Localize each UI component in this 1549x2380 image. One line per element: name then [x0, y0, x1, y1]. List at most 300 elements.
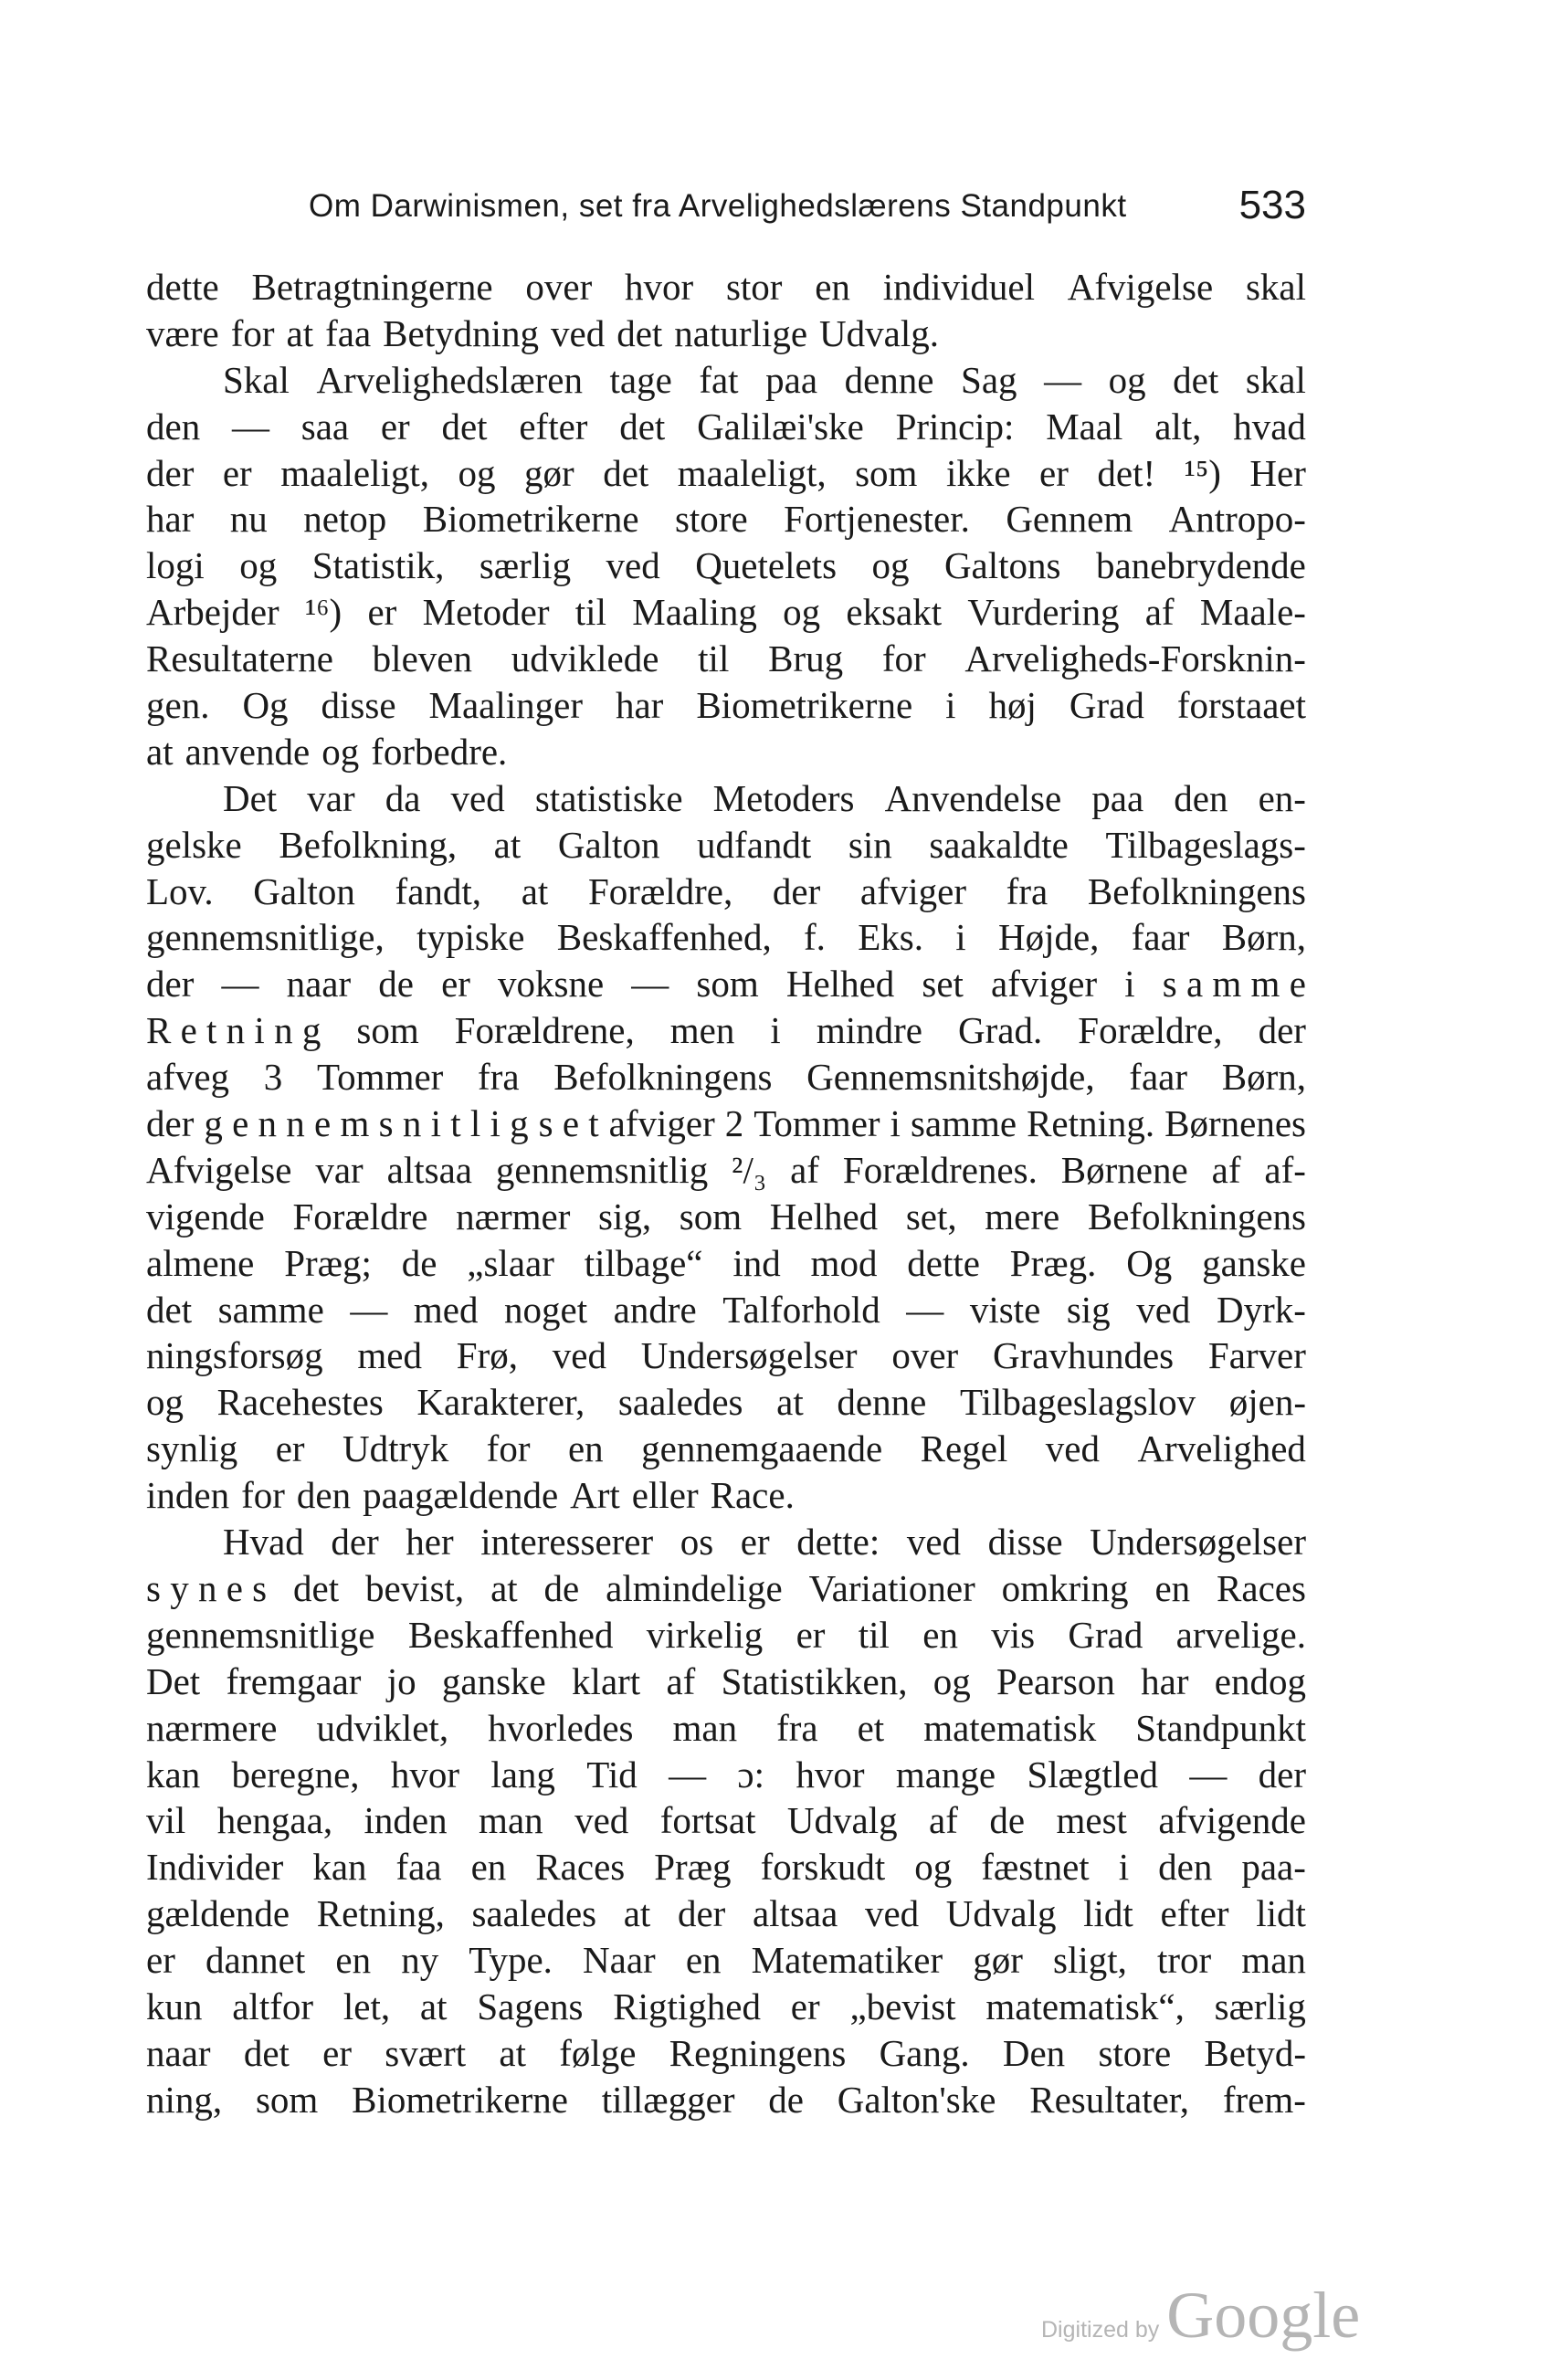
word: ved [606, 544, 660, 587]
word: fra [478, 1056, 520, 1099]
word: afviger [991, 963, 1098, 1006]
word: at [776, 1381, 804, 1424]
word: Anvendelse [884, 776, 1062, 819]
word: er [740, 1521, 770, 1564]
word: det! [1097, 451, 1156, 494]
word: Helhed [769, 1195, 879, 1237]
word: og [914, 1846, 953, 1889]
word: Galton [253, 869, 355, 912]
word: for [881, 637, 926, 680]
word: da [385, 776, 421, 819]
word: og [933, 1659, 971, 1702]
word: Brug [768, 637, 844, 680]
text-line [146, 2030, 1306, 2077]
word: at [419, 1985, 448, 2027]
word: voksne [498, 963, 605, 1006]
text-line [146, 2077, 1306, 2123]
word: er [796, 1613, 826, 1656]
word: Børnenes [1164, 1102, 1306, 1145]
word: og [458, 451, 496, 494]
word: Matematiker [751, 1939, 943, 1982]
word: vis [991, 1613, 1036, 1656]
word: det [616, 311, 663, 354]
word: der [146, 963, 195, 1006]
word: Tommer [317, 1056, 444, 1099]
word: i [770, 1009, 781, 1052]
word: Resultater, [1029, 2078, 1190, 2121]
word: Grad [1069, 684, 1144, 727]
word: saaledes [471, 1892, 597, 1935]
word: disse [321, 684, 396, 727]
word: Biometrikerne [422, 498, 639, 541]
word: dannet [205, 1939, 306, 1982]
word: naar [286, 963, 352, 1006]
word: Regningens [669, 2031, 847, 2074]
word: Grad [1068, 1613, 1143, 1656]
word: — [221, 963, 259, 1006]
word: Standpunkt [1135, 1706, 1306, 1749]
word: paa [765, 358, 818, 401]
word: Præg. [1009, 1241, 1097, 1284]
word: f. [804, 916, 826, 959]
word: Arvelighedslæren [316, 358, 583, 401]
word: er [275, 1427, 305, 1470]
word: Tommer [753, 1102, 880, 1145]
word: et [857, 1706, 885, 1749]
word: altsaa [386, 1148, 472, 1191]
text-line [146, 589, 1306, 636]
word: Højde, [997, 916, 1100, 959]
word: set [922, 963, 964, 1006]
text-line [146, 729, 1306, 775]
word: ved [552, 1334, 606, 1377]
text-line [146, 496, 1306, 542]
word: har [1141, 1659, 1189, 1702]
word: forstaaet [1176, 684, 1306, 727]
word: at [521, 869, 549, 912]
word: Forældre [292, 1195, 428, 1237]
word: afvigende [1158, 1799, 1306, 1842]
word: R e t n i n g [146, 1009, 321, 1052]
word: og [321, 730, 360, 773]
word: Karakterer, [416, 1381, 585, 1424]
word: Helhed [785, 963, 895, 1006]
word: en [685, 1939, 722, 1982]
word: nærmer [456, 1195, 571, 1237]
word: — [669, 1753, 707, 1796]
word: beregne, [231, 1753, 360, 1796]
word: Udvalg. [819, 311, 939, 354]
word: — [1044, 358, 1082, 401]
text-line [146, 1287, 1306, 1333]
word: Hvad [223, 1521, 304, 1564]
word: Art [570, 1474, 620, 1517]
word: ved [574, 1799, 629, 1842]
word: Gennem [1006, 498, 1133, 541]
word: jo [386, 1659, 416, 1702]
word: som [356, 1009, 419, 1052]
text-line [146, 869, 1306, 915]
word: dette [907, 1241, 980, 1284]
digitized-by-label: Digitized by [1041, 2317, 1160, 2343]
word: Den [1002, 2031, 1066, 2074]
word: ved [906, 1521, 962, 1564]
word: Det [223, 776, 278, 819]
word: fat [699, 358, 739, 401]
word: gennemgaaende [641, 1427, 883, 1470]
word: set, [905, 1195, 957, 1237]
word: dette: [796, 1521, 880, 1564]
word: nu [229, 498, 268, 541]
word: almene [146, 1241, 255, 1284]
word: Naar [583, 1939, 656, 1982]
word: altfor [232, 1985, 314, 2027]
word: af- [1264, 1148, 1306, 1191]
text-line [146, 1705, 1306, 1752]
word: en- [1258, 776, 1306, 819]
word: en [922, 1613, 958, 1656]
word: i [890, 1102, 901, 1145]
word: en [815, 266, 850, 308]
word: synlig [146, 1427, 238, 1470]
word: let, [342, 1985, 391, 2027]
word: Undersøgelser [640, 1334, 858, 1377]
text-line [146, 264, 1306, 311]
word: var [307, 776, 355, 819]
word: Racehestes [216, 1381, 384, 1424]
word: „bevist [849, 1985, 956, 2027]
word: har [615, 684, 664, 727]
word: for [230, 311, 275, 354]
word: der [772, 869, 821, 912]
word: mod [810, 1241, 878, 1284]
word: det [619, 405, 666, 448]
word: noget [504, 1288, 588, 1331]
word: Præg [654, 1846, 732, 1889]
word: Lov. [146, 869, 214, 912]
text-line [146, 357, 1306, 404]
word: bevist, [364, 1566, 465, 1609]
word: Retning. [1027, 1102, 1155, 1145]
word: Slægtled [1027, 1753, 1158, 1796]
word: 2 [724, 1102, 744, 1145]
word: Sag [961, 358, 1017, 401]
word: den [1174, 776, 1228, 819]
word: fæstnet [981, 1846, 1090, 1889]
word: over [891, 1334, 959, 1377]
word: paa [1091, 776, 1144, 819]
word: Og [242, 684, 289, 727]
word: Dyrk- [1216, 1288, 1306, 1331]
word: Beskaffenhed [407, 1613, 614, 1656]
word: dette [146, 266, 219, 308]
word: Børnene [1060, 1148, 1188, 1191]
word: der [146, 451, 195, 494]
word: tilbage“ [584, 1241, 703, 1284]
word: man [672, 1706, 738, 1749]
word: ved [1045, 1427, 1100, 1470]
word: Vurdering [967, 591, 1120, 634]
word: tage [609, 358, 672, 401]
word: frem- [1222, 2078, 1306, 2121]
word: fandt, [395, 869, 482, 912]
text-line [146, 311, 1306, 357]
word: stor [725, 266, 783, 308]
word: disse [987, 1521, 1063, 1564]
text-line [146, 404, 1306, 450]
text-line [146, 1332, 1306, 1379]
word: skal [1245, 358, 1306, 401]
word: efter [519, 405, 588, 448]
word: Princip: [895, 405, 1015, 448]
word: Galton [557, 823, 660, 866]
word: faa [395, 1846, 442, 1889]
word: netop [303, 498, 387, 541]
word: klart [572, 1659, 641, 1702]
word: skal [1245, 266, 1306, 308]
word: være [146, 311, 219, 354]
word: Individer [146, 1846, 284, 1889]
word: viste [969, 1288, 1041, 1331]
text-line [146, 1844, 1306, 1890]
word: at [286, 311, 314, 354]
word: samme [217, 1288, 324, 1331]
word: interesserer [480, 1521, 654, 1564]
word: særlig [479, 544, 572, 587]
word: Børn, [1221, 1056, 1306, 1099]
word: det [441, 405, 488, 448]
word: inden [146, 1474, 230, 1517]
word: ved [450, 776, 505, 819]
word: ¹⁵) [1184, 451, 1221, 494]
word: tror [1156, 1939, 1212, 1982]
word: vigende [146, 1195, 265, 1237]
word: til [698, 637, 730, 680]
word: det [603, 451, 649, 494]
word: er [322, 2031, 353, 2074]
word: som [255, 2078, 319, 2121]
text-line [146, 1100, 1306, 1147]
word: de [401, 1241, 437, 1284]
word: sig, [598, 1195, 652, 1237]
word: de [378, 963, 414, 1006]
word: ¹⁶) [304, 591, 342, 634]
text-line [146, 1659, 1306, 1705]
word: Races [1217, 1566, 1306, 1609]
word: fortsat [659, 1799, 756, 1842]
word: eller [631, 1474, 699, 1517]
word: naturlige [674, 311, 808, 354]
word: mindre [816, 1009, 922, 1052]
word: der [677, 1892, 726, 1935]
word: bleven [372, 637, 472, 680]
word: til [858, 1613, 890, 1656]
word: lidt [1256, 1892, 1306, 1935]
word: er [146, 1939, 175, 1982]
word: Maale- [1199, 591, 1306, 634]
word: virkelig [646, 1613, 764, 1656]
word: logi [146, 544, 205, 587]
word: for [241, 1474, 285, 1517]
word: Betragtningerne [251, 266, 493, 308]
word: Maaling [632, 591, 757, 634]
word: Talforhold [722, 1288, 880, 1331]
word: Races [535, 1846, 626, 1889]
word: maaleligt, [677, 451, 827, 494]
word: ning, [146, 2078, 223, 2121]
word: til [574, 591, 606, 634]
word: Tid [586, 1753, 638, 1796]
word: vil [146, 1799, 186, 1842]
word: svært [385, 2031, 467, 2074]
word: der [331, 1521, 379, 1564]
word: Rigtighed [613, 1985, 761, 2027]
word: af [666, 1659, 696, 1702]
word: hvor [796, 1753, 865, 1796]
word: det [293, 1566, 340, 1609]
word: s y n e s [146, 1566, 268, 1609]
word: Udtryk [342, 1427, 449, 1470]
word: de [768, 2078, 804, 2121]
word: gør [973, 1939, 1023, 1982]
word: der [146, 1102, 195, 1145]
word: Gang. [879, 2031, 970, 2074]
word: Befolkningens [553, 1056, 773, 1099]
word: hvorledes [488, 1706, 634, 1749]
word: af [929, 1799, 958, 1842]
word: særlig [1214, 1985, 1306, 2027]
word: der [1258, 1009, 1306, 1052]
word: store [674, 498, 748, 541]
word: følge [559, 2031, 637, 2074]
word: i [945, 684, 956, 727]
word: endog [1214, 1659, 1306, 1702]
word: sig [1066, 1288, 1111, 1331]
word: hvor [625, 266, 694, 308]
word: udviklede [511, 637, 659, 680]
text-line [146, 1612, 1306, 1659]
word: Her [1249, 451, 1306, 494]
word: at [623, 1892, 651, 1935]
text-line [146, 1007, 1306, 1054]
word: lang [490, 1753, 555, 1796]
word: ikke [945, 451, 1011, 494]
word: „slaar [467, 1241, 554, 1284]
word: Befolkning, [279, 823, 458, 866]
text-line [146, 1472, 1306, 1519]
text-line [146, 1054, 1306, 1100]
word: udviklet, [316, 1706, 449, 1749]
word: — [631, 963, 669, 1006]
word: har [146, 498, 195, 541]
word: Forældrenes. [842, 1148, 1038, 1191]
word: er [222, 451, 252, 494]
word: Befolkningens [1087, 869, 1306, 912]
text-line [146, 1752, 1306, 1798]
word: arvelige. [1175, 1613, 1306, 1656]
word: sligt, [1052, 1939, 1127, 1982]
word: mere [985, 1195, 1060, 1237]
word: med [357, 1334, 422, 1377]
word: det [146, 1288, 193, 1331]
text-line [146, 1937, 1306, 1984]
word: den [146, 405, 201, 448]
word: nærmere [146, 1706, 278, 1749]
word: Galton'ske [837, 2078, 996, 2121]
word: lidt [1083, 1892, 1133, 1935]
word: afviger [859, 869, 967, 912]
word: store [1098, 2031, 1172, 2074]
word: Biometrikerne [696, 684, 913, 727]
word: i [955, 916, 966, 959]
word: — [906, 1288, 944, 1331]
word: maaleligt, [280, 451, 430, 494]
word: andre [613, 1288, 697, 1331]
word: faa [325, 311, 372, 354]
word: Biometrikerne [352, 2078, 568, 2121]
word: gennemsnitlige, [146, 916, 385, 959]
word: Quetelets [695, 544, 838, 587]
word: gen. [146, 684, 210, 727]
body-text [146, 264, 1306, 2123]
word: faar [1131, 916, 1190, 959]
word: Arvelighed [1137, 1427, 1306, 1470]
word: og [783, 591, 821, 634]
word: Pearson [996, 1659, 1115, 1702]
word: ny [401, 1939, 439, 1982]
word: Eks. [858, 916, 923, 959]
word: tillægger [601, 2078, 735, 2121]
text-line [146, 1565, 1306, 1612]
word: og [871, 544, 910, 587]
word: en [567, 1427, 604, 1470]
text-line [146, 1984, 1306, 2030]
word: paagældende [363, 1474, 559, 1517]
word: — [350, 1288, 388, 1331]
running-title: Om Darwinismen, set fra Arvelighedslærens Standpunkt [309, 188, 1127, 224]
word: Skal [223, 358, 290, 401]
word: omkring [1001, 1566, 1129, 1609]
word: Gennemsnitshøjde, [806, 1056, 1095, 1099]
word: Farver [1207, 1334, 1306, 1377]
text-line [146, 1426, 1306, 1472]
word: det [243, 2031, 290, 2074]
text-line [146, 1519, 1306, 1565]
word: 3 [263, 1056, 283, 1099]
word: hvad [1233, 405, 1306, 448]
word: matematisk [923, 1706, 1097, 1749]
word: Beskaffenhed, [556, 916, 772, 959]
word: Det [146, 1659, 201, 1702]
word: Præg; [284, 1241, 372, 1284]
text-line [146, 1379, 1306, 1426]
word: Forældrene, [454, 1009, 635, 1052]
word: en [1154, 1566, 1191, 1609]
word: denne [844, 358, 934, 401]
word: Gravhundes [992, 1334, 1175, 1377]
word: gør [524, 451, 574, 494]
word: men [669, 1009, 735, 1052]
word: som [679, 1195, 743, 1237]
word: af [1144, 591, 1175, 634]
text-line [146, 1240, 1306, 1287]
word: fremgaar [226, 1659, 362, 1702]
word: statistiske [534, 776, 683, 819]
word: det [1173, 358, 1219, 401]
word: ɔ: [737, 1753, 765, 1796]
text-line [146, 1194, 1306, 1240]
word: mest [1056, 1799, 1127, 1842]
